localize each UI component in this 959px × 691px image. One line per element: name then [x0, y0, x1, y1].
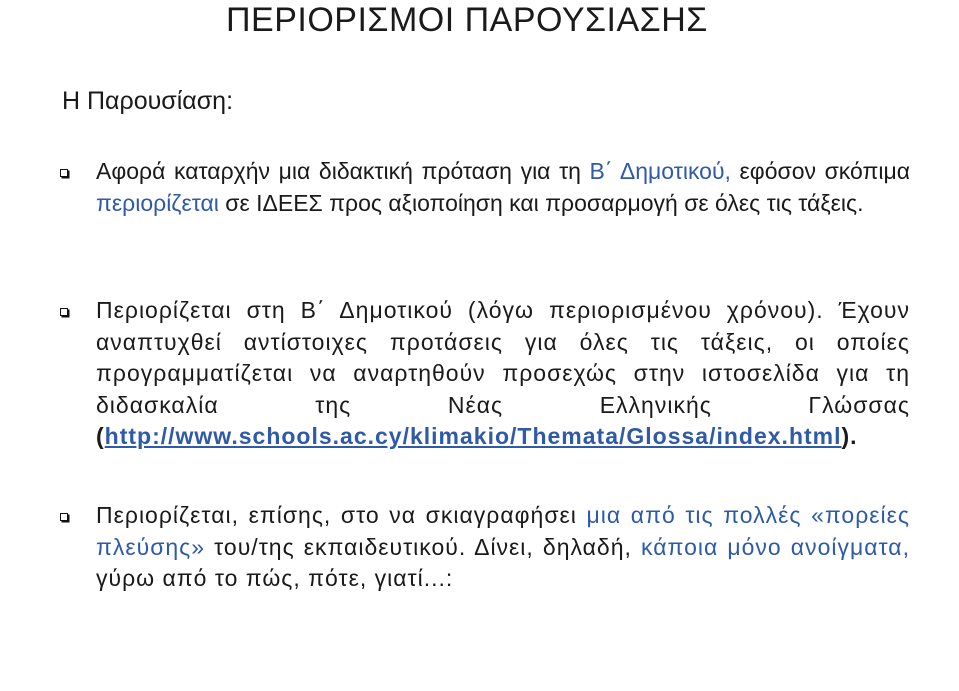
bullet2-text: Περιορίζεται στη Β΄ Δημοτικού (λόγω περιορισμένου χρόνου). Έχουν αναπτυχθεί αντίστοιχες προτάσεις για όλες τις τάξεις, οι οποίες προγραμματίζεται να αναρτηθούν προσεχώς στην ιστοσελίδα για τη διδασκαλία της Νέας Ελληνικής Γλώσσας [96, 297, 910, 418]
bullet-item-scope [96, 156, 910, 219]
bullet1-text-1: Αφορά καταρχήν μια διδακτική πρόταση για τη [96, 158, 590, 184]
bullet3-openings-highlight: κάποια μόνο ανοίγματα, [641, 533, 910, 560]
bullet3-text-3: γύρω από το πώς, πότε, γιατί...: [96, 565, 454, 591]
bullet2-paren-open: ( [96, 423, 105, 449]
bullet-item-limitation [96, 295, 910, 453]
bullet3-text-2: του/της εκπαιδευτικού. Δίνει, δηλαδή, [205, 533, 642, 560]
bullet3-text-1: Περιορίζεται, επίσης, στο να σκιαγραφήσει [96, 502, 587, 528]
bullet1-limited-highlight: περιορίζεται [96, 189, 219, 216]
bullet2-paren-close: ). [841, 423, 858, 449]
section-heading: Η Παρουσίαση: [62, 87, 234, 115]
bullet3-paths-highlight: μια από τις πολλές «πορείες πλεύσης» [96, 502, 910, 560]
bullet1-text-3: σε ΙΔΕΕΣ προς αξιοποίηση και προσαρμογή σε όλες τις τάξεις. [218, 189, 864, 216]
slide-title: ΠΕΡΙΟΡΙΣΜΟΙ ΠΑΡΟΥΣΙΑΣΗΣ [226, 1, 708, 39]
checkbox-bullet-icon [60, 513, 68, 521]
bullet-item-paths [96, 500, 910, 595]
checkbox-bullet-icon [60, 169, 68, 177]
glossa-website-link[interactable]: http://www.schools.ac.cy/klimakio/Themata/Glossa/index.html [104, 423, 842, 449]
bullet1-text-2: εφόσον σκόπιμα [730, 158, 910, 184]
checkbox-bullet-icon [60, 308, 68, 316]
bullet1-grade-highlight: Β΄ Δημοτικού, [589, 158, 731, 184]
